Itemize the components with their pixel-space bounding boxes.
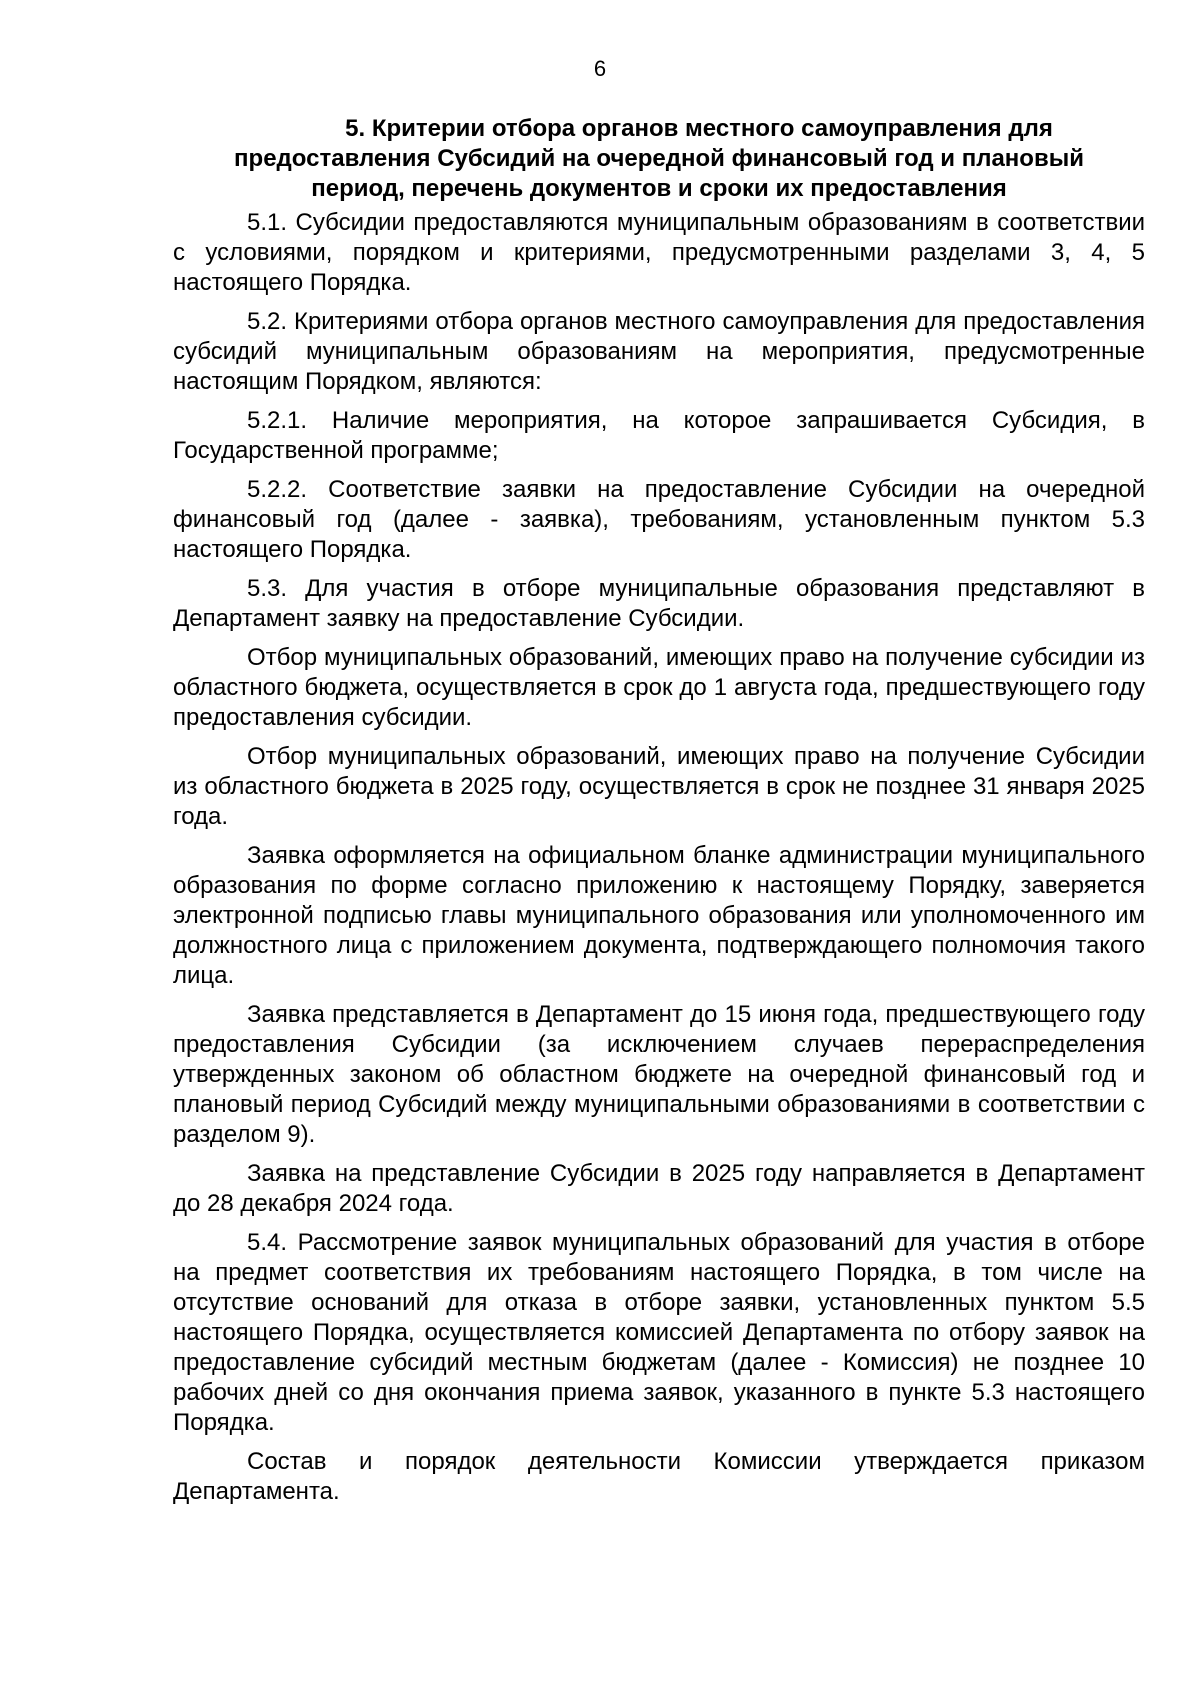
paragraph-5-2: 5.2. Критериями отбора органов местного самоуправления для предоставления субсидий муниципальным образованиям на мероприятия, предусмотренные настоящим Порядком, являются: bbox=[173, 308, 1145, 395]
paragraph-5-1: 5.1. Субсидии предоставляются муниципальным образованиям в соответствии с условиями, порядком и критериями, предусмотренными разделами 3, 4, 5 настоящего Порядка. bbox=[173, 209, 1145, 296]
paragraph-application-2025: Заявка на представление Субсидии в 2025 году направляется в Департамент до 28 декабря 2024 года. bbox=[173, 1160, 1145, 1217]
paragraph-application-deadline: Заявка представляется в Департамент до 15 июня года, предшествующего году предоставления Субсидии (за исключением случаев перераспределения утвержденных законом об областном бюджете на очередной финансовый год и плановый период Субсидий между муниципальными образованиями в соответствии с разделом 9). bbox=[173, 1001, 1145, 1148]
paragraph-5-2-1: 5.2.1. Наличие мероприятия, на которое запрашивается Субсидия, в Государственной программе; bbox=[173, 407, 1145, 464]
paragraph-5-3: 5.3. Для участия в отборе муниципальные образования представляют в Департамент заявку на предоставление Субсидии. bbox=[173, 575, 1145, 632]
section-heading-line-2: предоставления Субсидий на очередной финансовый год и плановый bbox=[234, 145, 1084, 172]
paragraph-5-2-2: 5.2.2. Соответствие заявки на предоставление Субсидии на очередной финансовый год (далее - заявка), требованиям, установленным пунктом 5.3 настоящего Порядка. bbox=[173, 476, 1145, 563]
paragraph-selection-deadline: Отбор муниципальных образований, имеющих право на получение субсидии из областного бюджета, осуществляется в срок до 1 августа года, предшествующего году предоставления субсидии. bbox=[173, 644, 1145, 731]
paragraph-5-4: 5.4. Рассмотрение заявок муниципальных образований для участия в отборе на предмет соответствия их требованиям настоящего Порядка, в том числе на отсутствие оснований для отказа в отборе заявки, установленных пунктом 5.5 настоящего Порядка, осуществляется комиссией Департамента по отбору заявок на предоставление субсидий местным бюджетам (далее - Комиссия) не позднее 10 рабочих дней со дня окончания приема заявок, указанного в пункте 5.3 настоящего Порядка. bbox=[173, 1229, 1145, 1436]
section-heading-line-3: период, перечень документов и сроки их предоставления bbox=[311, 175, 1007, 202]
section-heading bbox=[173, 114, 1145, 204]
paragraph-application-form: Заявка оформляется на официальном бланке администрации муниципального образования по форме согласно приложению к настоящему Порядку, заверяется электронной подписью главы муниципального образования или уполномоченного им должностного лица с приложением документа, подтверждающего полномочия такого лица. bbox=[173, 842, 1145, 989]
page-number: 6 bbox=[593, 56, 607, 81]
paragraph-commission: Состав и порядок деятельности Комиссии утверждается приказом Департамента. bbox=[173, 1448, 1145, 1505]
section-heading-line-1: 5. Критерии отбора органов местного самоуправления для bbox=[345, 115, 1053, 142]
paragraph-selection-2025: Отбор муниципальных образований, имеющих право на получение Субсидии из областного бюджета в 2025 году, осуществляется в срок не позднее 31 января 2025 года. bbox=[173, 743, 1145, 830]
document-body bbox=[173, 114, 1145, 1516]
